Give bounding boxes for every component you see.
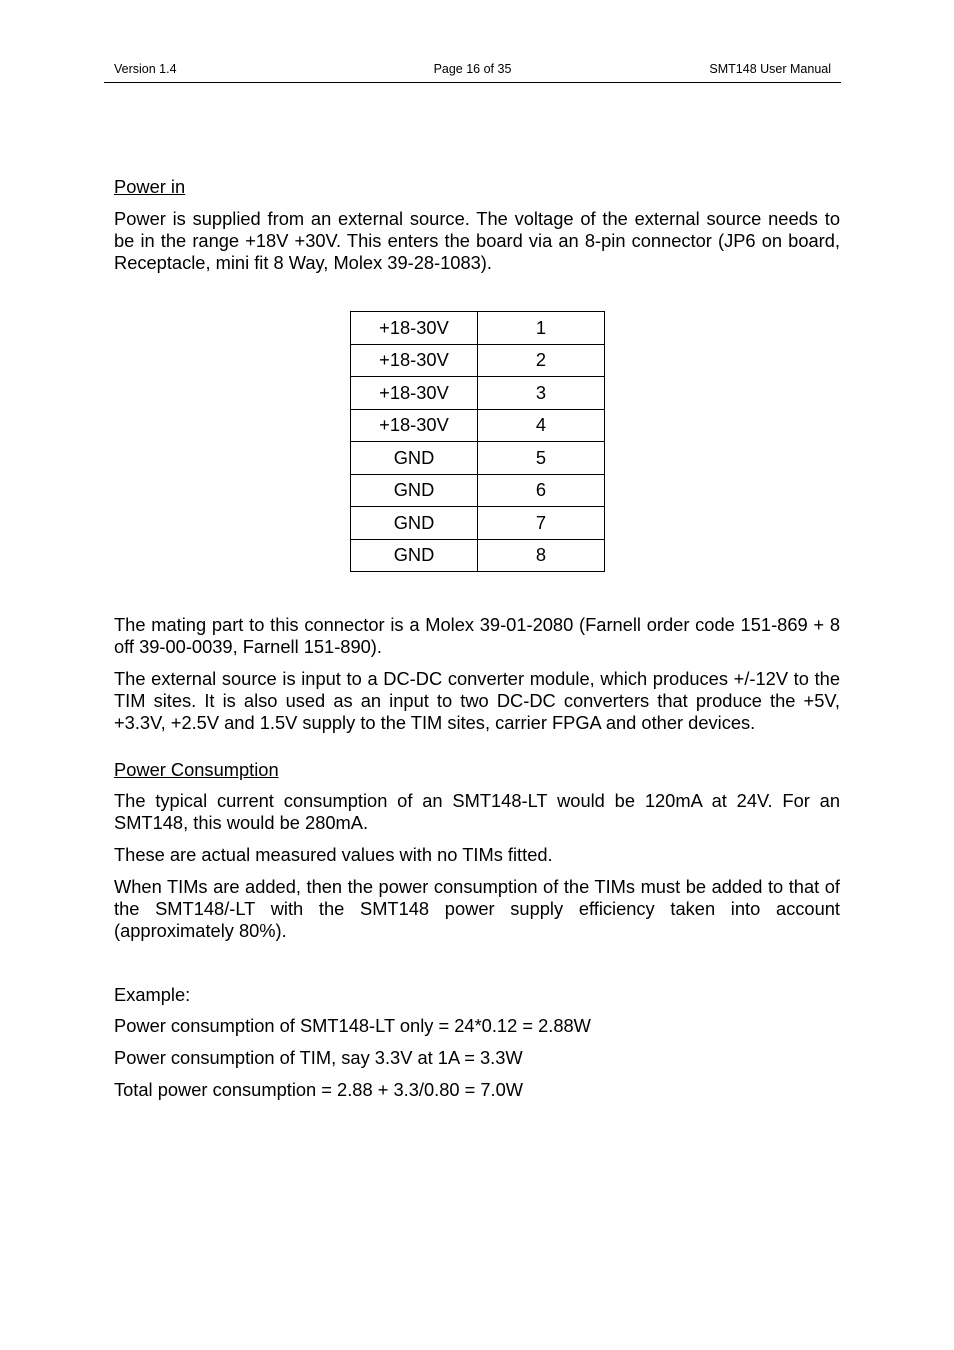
typical-consumption-paragraph: The typical current consumption of an SMT148-LT would be 120mA at 24V. For an SMT148, this would be 280mA. (114, 790, 840, 833)
pin-row (351, 409, 605, 442)
pin-number-cell: 5 (478, 442, 605, 475)
example-line: Power consumption of SMT148-LT only = 24*0.12 = 2.88W (114, 1015, 591, 1036)
header-page-number: Page 16 of 35 (433, 62, 512, 76)
pin-number-cell: 4 (478, 409, 605, 442)
pin-number-cell: 8 (478, 539, 605, 572)
page-header (104, 62, 841, 83)
pin-signal-cell: +18-30V (351, 344, 478, 377)
pin-number-cell: 2 (478, 344, 605, 377)
pin-signal-cell: GND (351, 442, 478, 475)
power-consumption-heading: Power Consumption (114, 759, 279, 780)
power-in-intro: Power is supplied from an external source. The voltage of the external source needs to be in the range +18V +30V. This enters the board via an 8-pin connector (JP6 on board, Receptacle, mini fit 8 Way, Molex 39-28-1083). (114, 208, 840, 273)
pin-number-cell: 6 (478, 474, 605, 507)
pin-row (351, 474, 605, 507)
pin-signal-cell: +18-30V (351, 377, 478, 410)
example-label: Example: (114, 984, 191, 1005)
pin-row (351, 344, 605, 377)
header-manual-title: SMT148 User Manual (709, 62, 831, 76)
pin-number-cell: 3 (478, 377, 605, 410)
pin-signal-cell: +18-30V (351, 409, 478, 442)
power-in-heading: Power in (114, 176, 186, 197)
pin-signal-cell: +18-30V (351, 312, 478, 345)
pin-row (351, 507, 605, 540)
pin-row (351, 442, 605, 475)
pin-signal-cell: GND (351, 474, 478, 507)
pin-signal-cell: GND (351, 507, 478, 540)
connector-pin-table (350, 311, 605, 572)
example-line: Power consumption of TIM, say 3.3V at 1A = 3.3W (114, 1047, 523, 1068)
pin-signal-cell: GND (351, 539, 478, 572)
tims-consumption-paragraph: When TIMs are added, then the power consumption of the TIMs must be added to that of the SMT148/-LT with the SMT148 power supply efficiency taken into account (approximately 80%). (114, 876, 840, 941)
pin-number-cell: 1 (478, 312, 605, 345)
header-version: Version 1.4 (114, 62, 177, 76)
dc-dc-converter-paragraph: The external source is input to a DC-DC converter module, which produces +/-12V to the TIM sites. It is also used as an input to two DC-DC converters that produce the +5V, +3.3V, +2.5V and 1.5V supply to the TIM sites, carrier FPGA and other devices. (114, 668, 840, 733)
measured-values-paragraph: These are actual measured values with no TIMs fitted. (114, 844, 553, 865)
pin-row (351, 539, 605, 572)
pin-row (351, 377, 605, 410)
pin-row (351, 312, 605, 345)
mating-part-paragraph: The mating part to this connector is a Molex 39-01-2080 (Farnell order code 151-869 + 8 off 39-00-0039, Farnell 151-890). (114, 614, 840, 657)
pin-number-cell: 7 (478, 507, 605, 540)
example-line: Total power consumption = 2.88 + 3.3/0.80 = 7.0W (114, 1079, 524, 1100)
